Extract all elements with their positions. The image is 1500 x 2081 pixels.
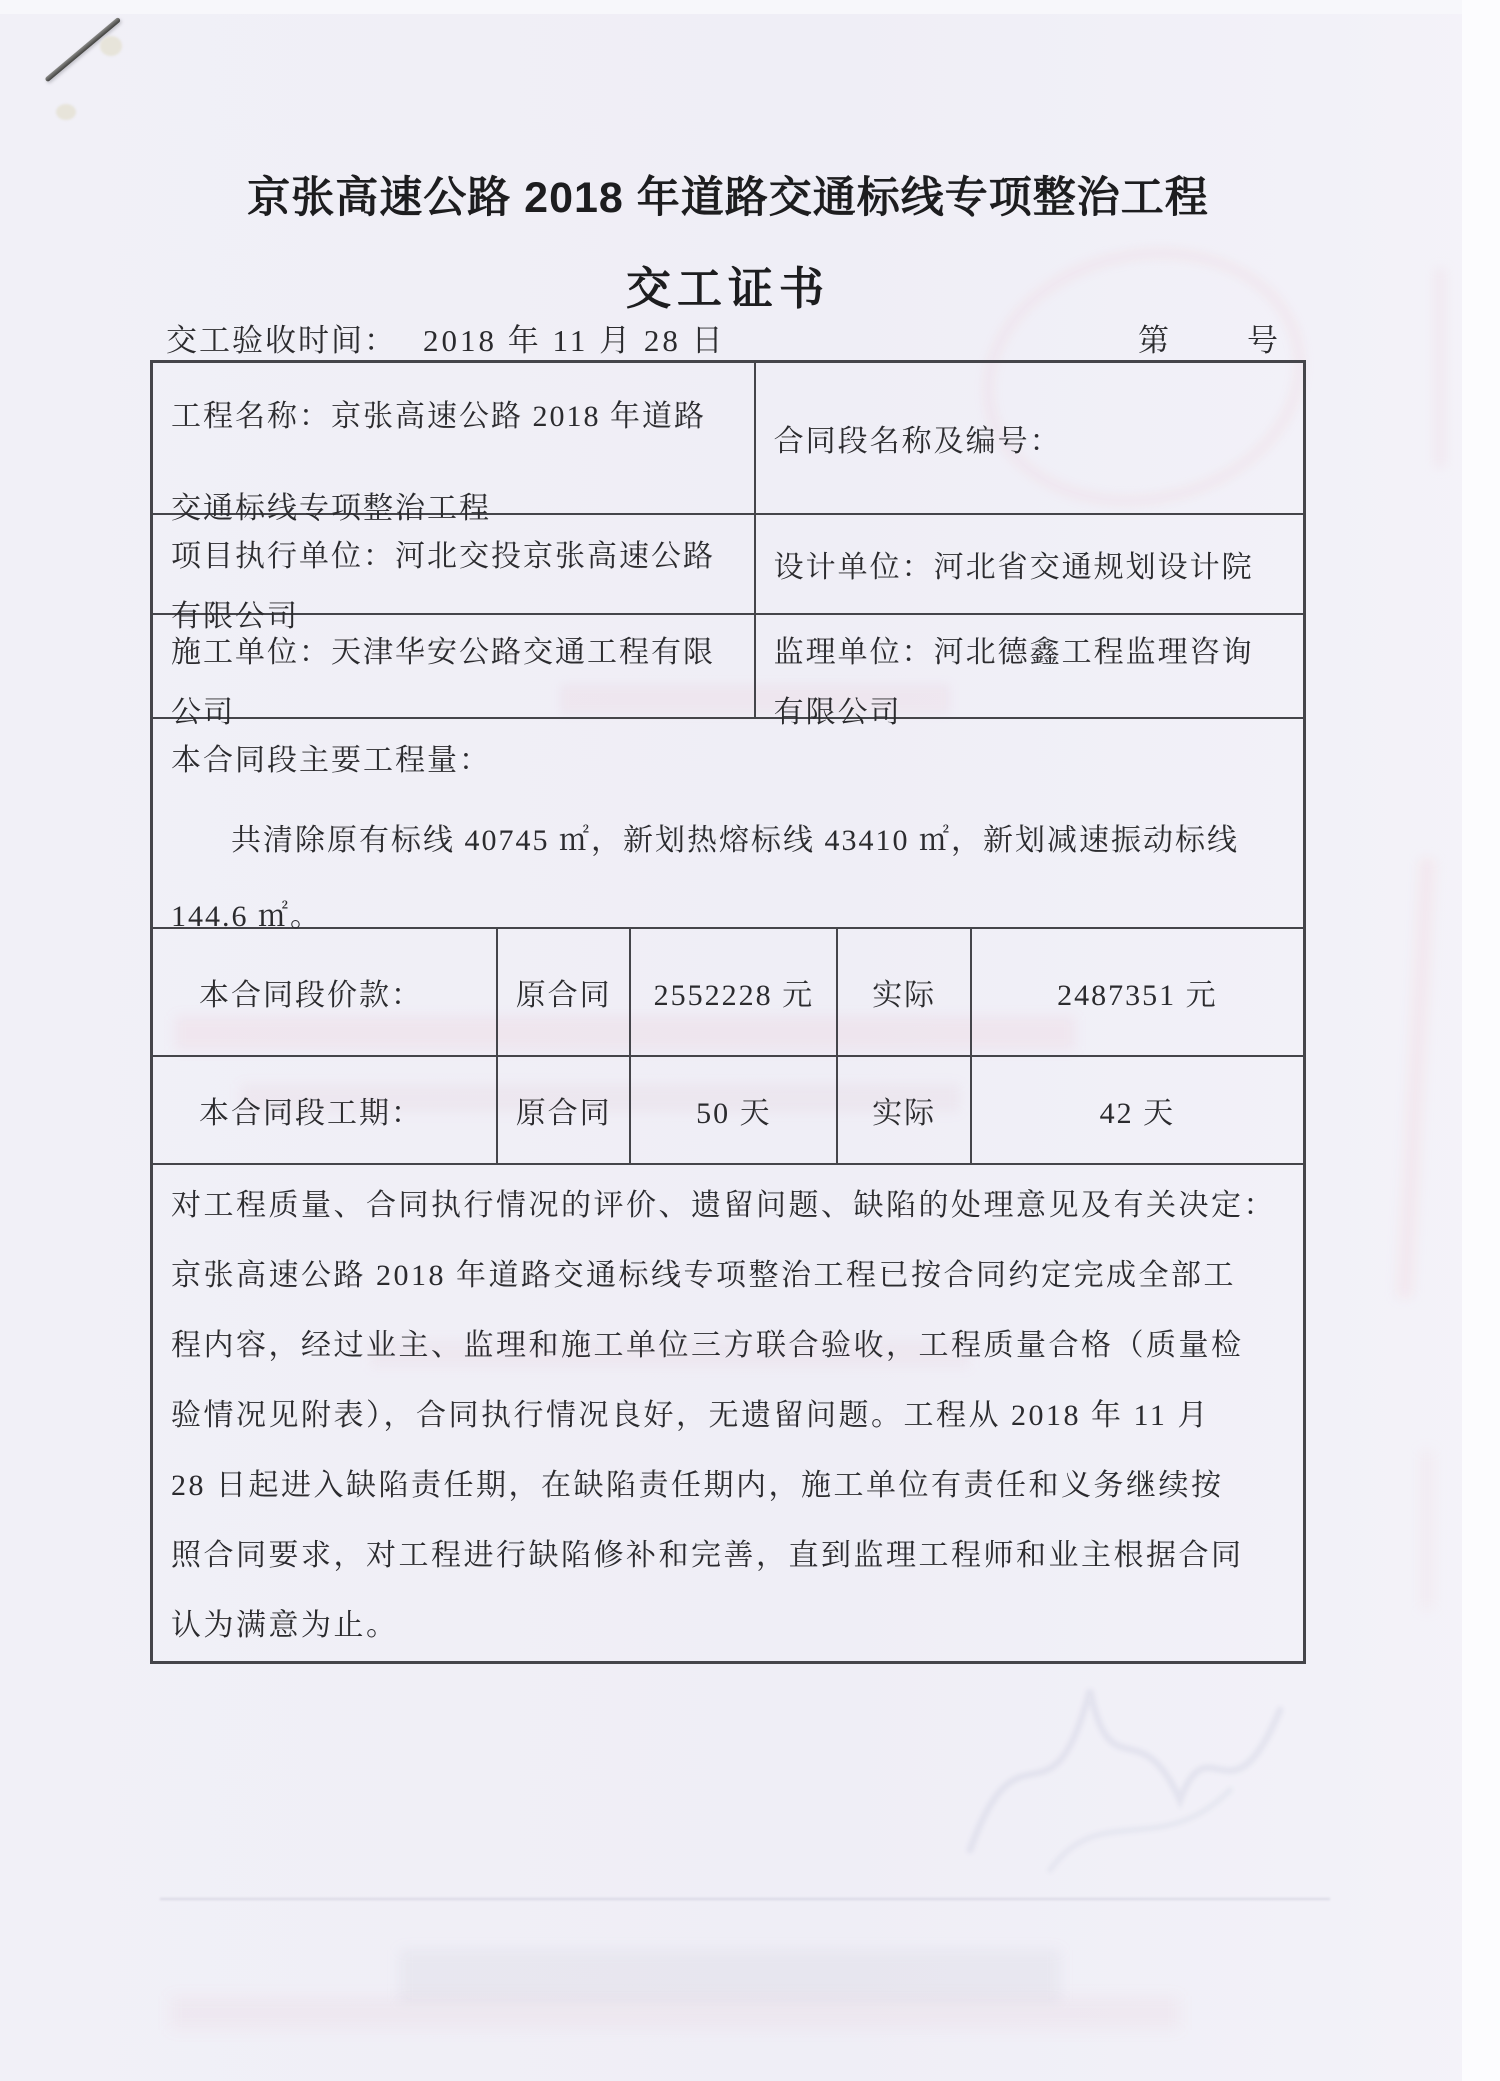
document-title: 京张高速公路 2018 年道路交通标线专项整治工程 [247,174,1209,222]
design-unit-cell: 设计单位：河北省交通规划设计院 [773,551,1254,584]
contract-section-cell: 合同段名称及编号： [773,425,1062,458]
duration-actual-value-cell: 42 天 [1099,1097,1176,1130]
ghost-handwriting [400,1950,1060,2002]
scan-right-edge [1462,0,1500,2081]
acceptance-time-value: 2018 年 11 月 28 日 [423,323,726,358]
price-original-label-cell: 原合同 [498,929,631,1055]
header-row [150,316,1306,360]
quantities-body: 共清除原有标线 40745 ㎡，新划热熔标线 43410 ㎡，新划减速振动标线 144.6 ㎡。 [171,824,1239,933]
table-row-executor [153,515,1303,633]
table-row-quantities [153,719,1303,933]
acceptance-time-label: 交工验收时间： [166,323,397,358]
executing-unit-cell: 项目执行单位：河北交投京张高速公路 有限公司 [153,515,756,613]
staple-hole-mark [100,36,122,56]
ghost-pink-streak [1396,858,1435,1298]
document-number [1138,315,1306,360]
doc-number-suffix: 号 [1247,323,1280,358]
ghost-bleedthrough-text [170,1996,1180,2030]
construction-unit-cell: 施工单位：天津华安公路交通工程有限 公司 [153,615,756,717]
acceptance-time [150,315,726,360]
quantities-heading: 本合同段主要工程量： [171,744,491,777]
ghost-pink-streak [1420,1450,1434,1610]
supervision-unit-cell: 监理单位：河北德鑫工程监理咨询 有限公司 [773,636,1254,729]
price-original-value-cell: 2552228 元 [631,929,838,1055]
duration-original-label-cell: 原合同 [498,1057,631,1163]
duration-label-cell: 本合同段工期： [153,1057,498,1163]
table-row-duration [153,1057,1303,1165]
table-row-project [153,363,1303,525]
table-row-price [153,929,1303,1057]
duration-actual-label-cell: 实际 [838,1057,971,1163]
table-row-contractor [153,615,1303,729]
doc-number-prefix: 第 [1138,323,1171,358]
scan-top-edge [0,0,1500,14]
price-label-cell: 本合同段价款： [153,929,498,1055]
paper-crease [160,1898,1330,1900]
staple-hole-mark [56,104,76,120]
certificate-subtitle: 交工证书 [625,263,830,314]
ghost-pink-streak [1434,268,1446,468]
certificate-table [150,360,1306,1664]
project-name-cell: 工程名称：京张高速公路 2018 年道路 交通标线专项整治工程 [153,363,756,513]
table-row-evaluation: 对工程质量、合同执行情况的评价、遗留问题、缺陷的处理意见及有关决定： 京张高速公路 2018 年道路交通标线专项整治工程已按合同约定完成全部工 程内容，经过业主、监理和施工单位三方联合验收，工程质量合格（质量检 验情况见附表），合同执行情况良好，无遗留问题。工程从 2018 年 11 月 28 日起进入缺陷责任期，在缺陷责任期内，施工单位有责任和义务继续按 照合同要求，对工程进行缺陷修补和完善，直到监理工程师和业主根据合同 认为满意为止。 [171,1189,1276,1642]
duration-original-value-cell: 50 天 [631,1057,838,1163]
price-actual-label-cell: 实际 [838,929,971,1055]
ghost-signature [930,1650,1350,1890]
price-actual-value-cell: 2487351 元 [1057,979,1218,1012]
